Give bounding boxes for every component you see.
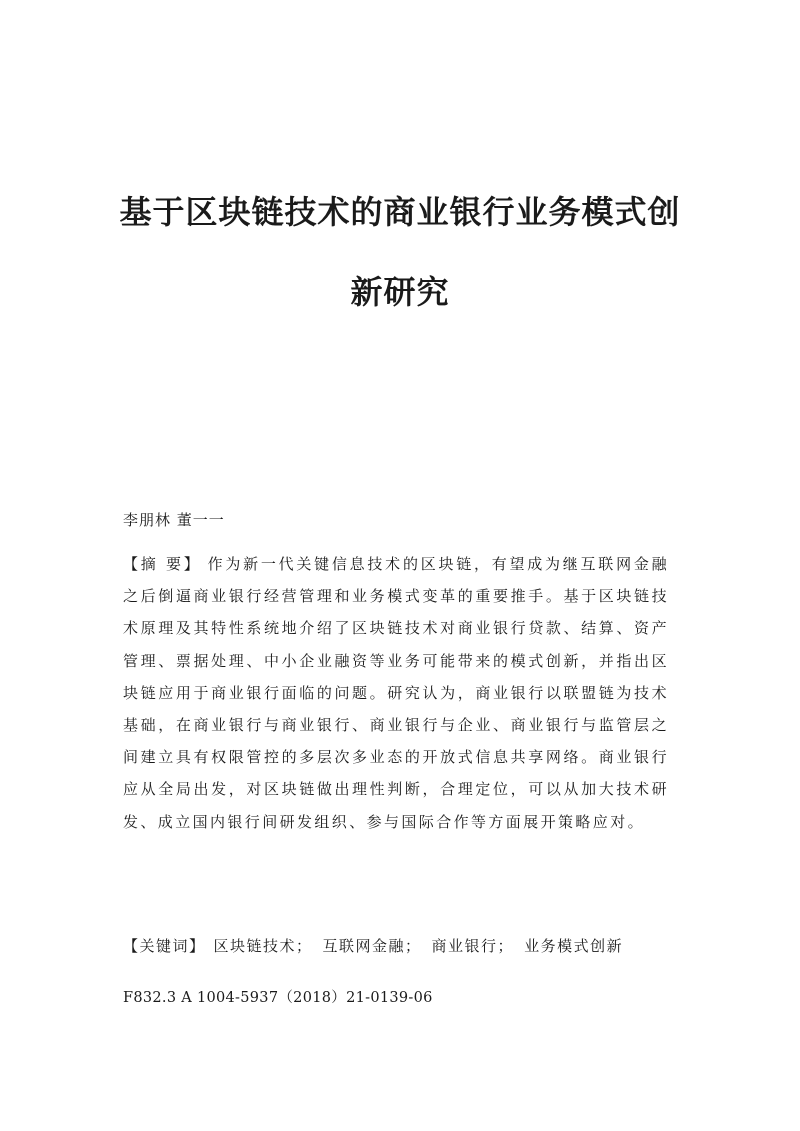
paper-title-line-1: 基于区块链技术的商业银行业务模式创 (119, 193, 681, 231)
abstract-label: 【摘 要】 (123, 555, 202, 573)
abstract (123, 548, 669, 838)
authors: 李朋林 董一一 (123, 511, 225, 529)
keyword-item: 业务模式创新 (524, 937, 624, 955)
abstract-text: 作为新一代关键信息技术的区块链，有望成为继互联网金融之后倒逼商业银行经营管理和业务模式变革的重要推手。基于区块链技术原理及其特性系统地介绍了区块链技术对商业银行贷款、结算、资产管理、票据处理、中小企业融资等业务可能带来的模式创新，并指出区块链应用于商业银行面临的问题。研究认为，商业银行以联盟链为技术基础，在商业银行与商业银行、商业银行与企业、商业银行与监管层之间建立具有权限管控的多层次多业态的开放式信息共享网络。商业银行应从全局出发，对区块链做出理性判断，合理定位，可以从加大技术研发、成立国内银行间研发组织、参与国际合作等方面展开策略应对。 (123, 555, 669, 831)
paper-title-line-2: 新研究 (350, 273, 450, 311)
keywords (123, 934, 683, 958)
keywords-label: 【关键词】 (123, 937, 206, 955)
keyword-item: 区块链技术； (213, 937, 313, 955)
keyword-item: 商业银行； (431, 937, 515, 955)
keywords-list (214, 937, 634, 955)
keyword-item: 互联网金融； (322, 937, 422, 955)
classification-code: F832.3 A 1004-5937（2018）21-0139-06 (123, 990, 433, 1006)
